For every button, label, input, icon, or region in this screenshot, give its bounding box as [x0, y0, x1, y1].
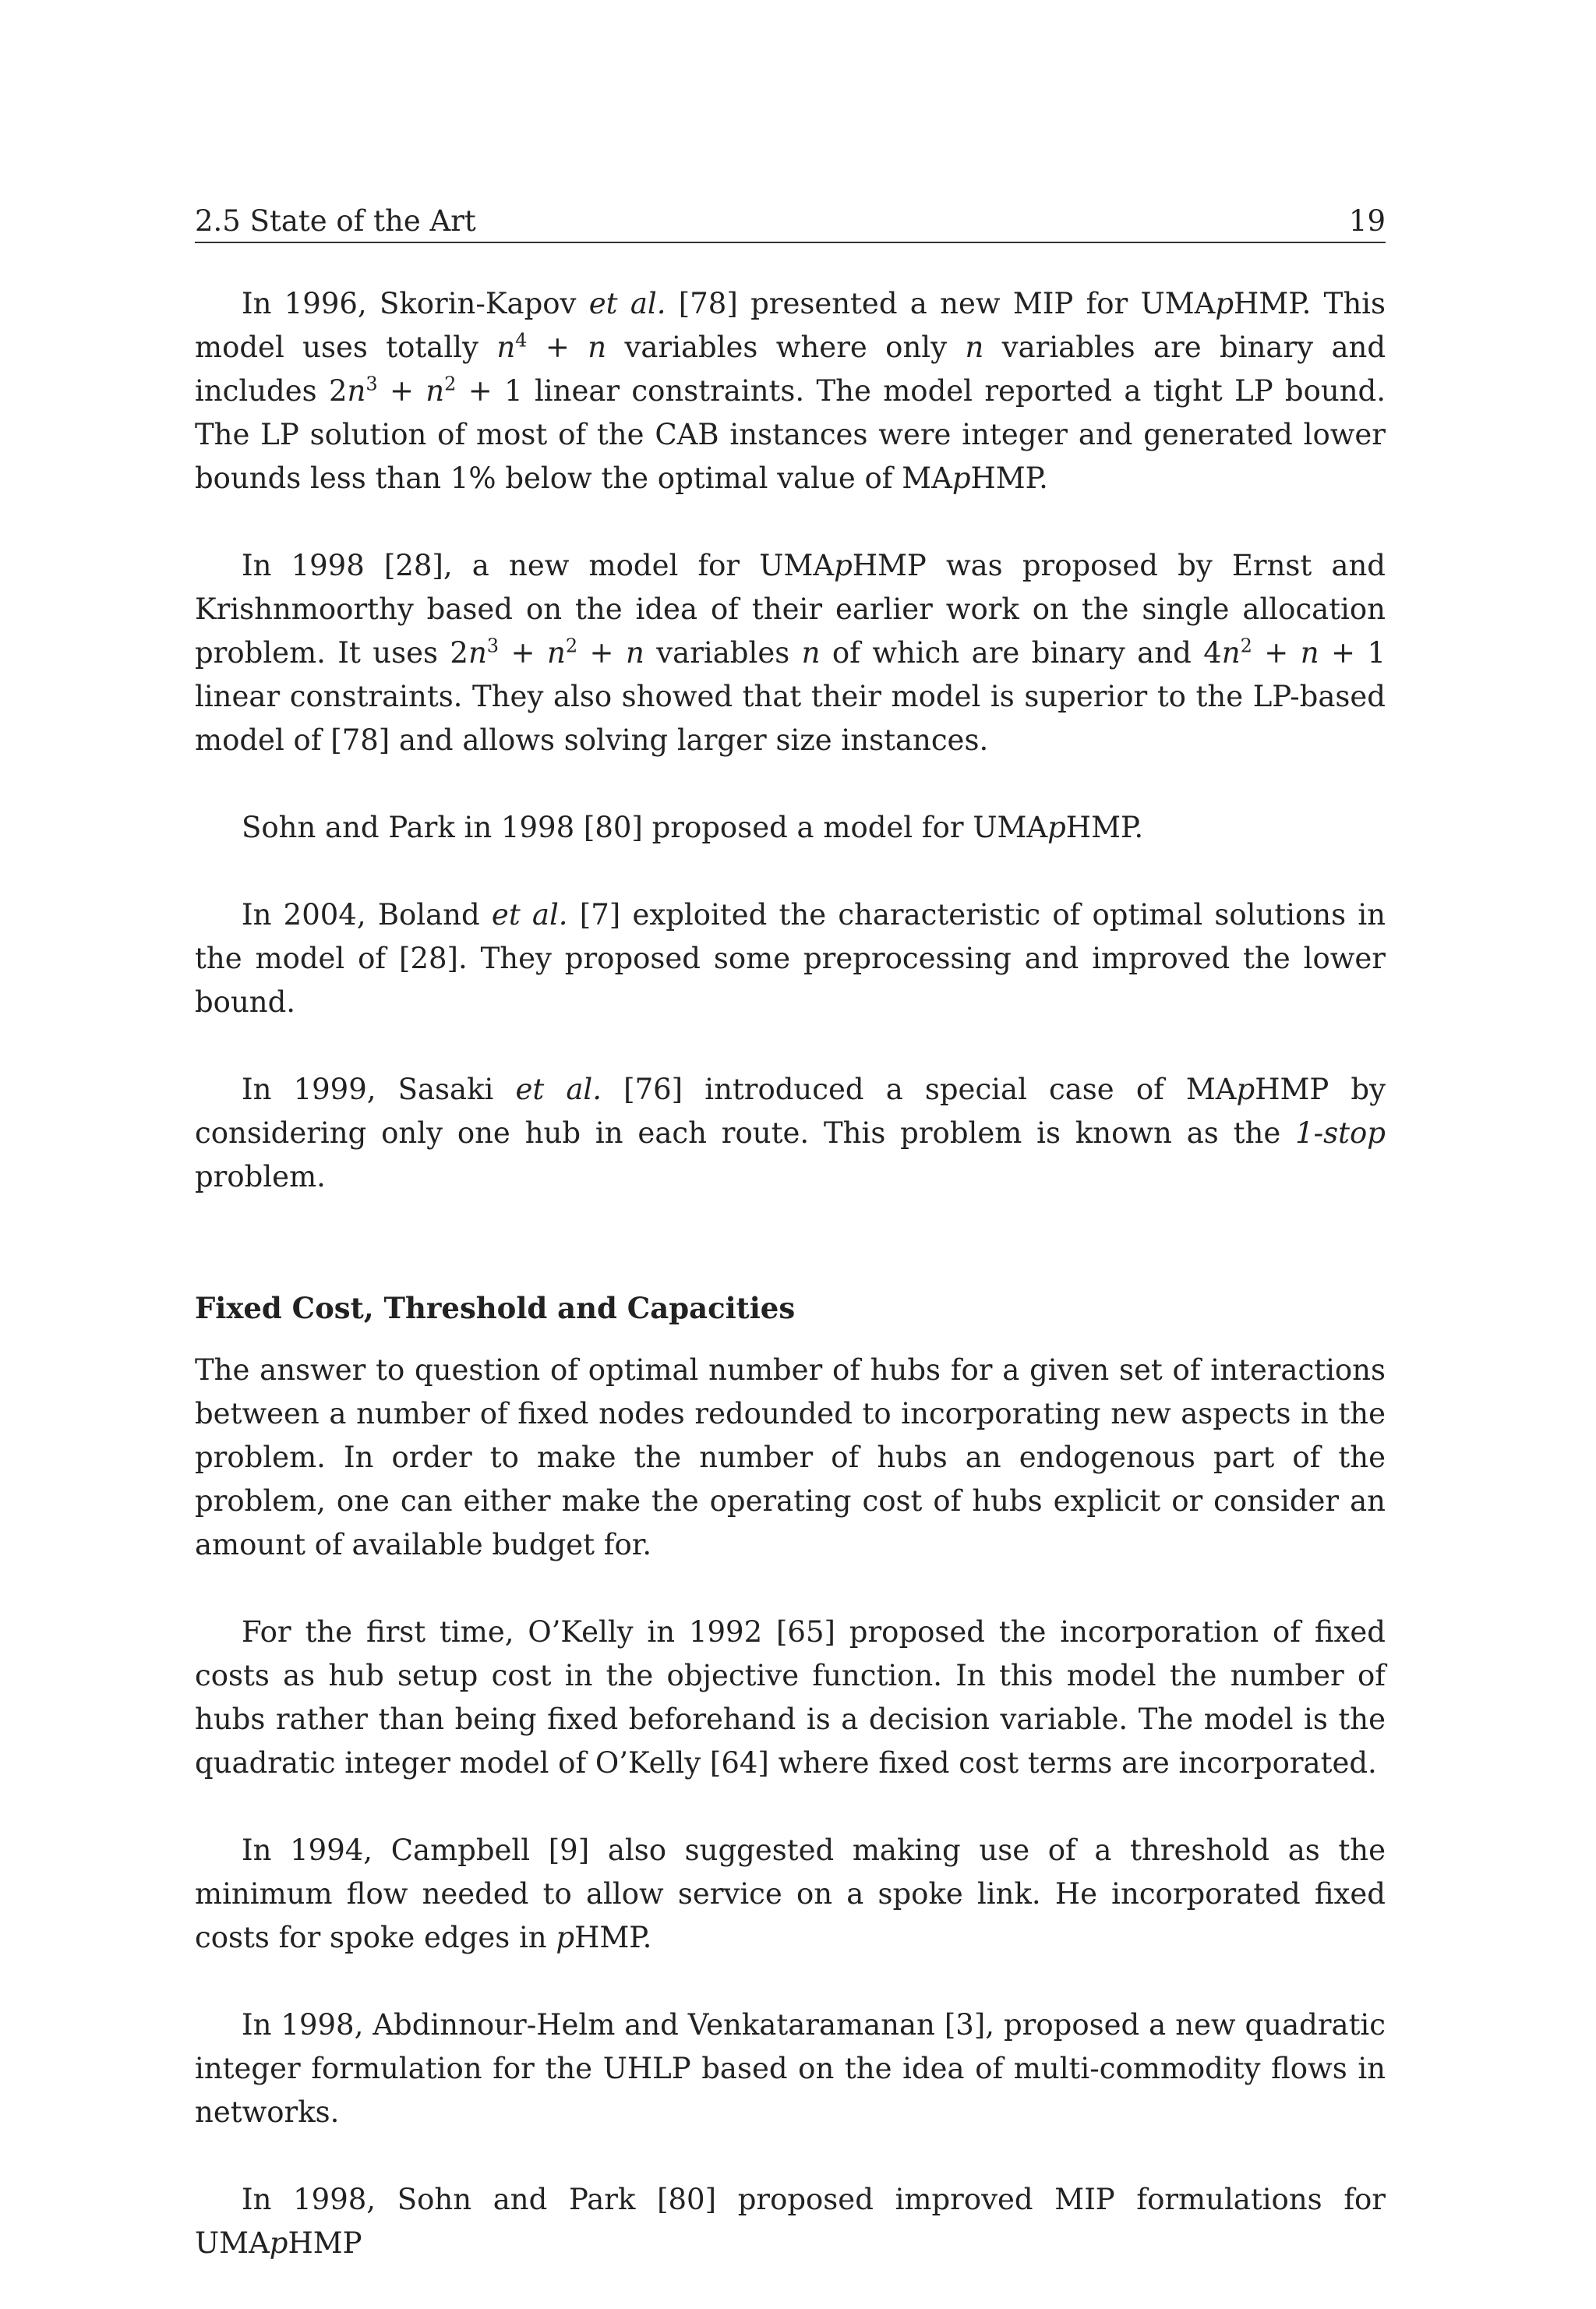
paragraph-ernst-krishnmoorthy: In 1998 [28], a new model for UMApHMP was proposed by Ernst and Krishnmoorthy based on the idea of their earlier work on the single allocation problem. It uses $2n^3 + n^2 + n$ variables n of which are binary and $4n^2 + n + 1$ linear constraints. They also showed that their model is superior to the LP-based model of [78] and allows solving larger size instances. [195, 549, 1386, 757]
section-title: 2.5 State of the Art [195, 204, 476, 238]
paragraph-boland: In 2004, Boland et al. [7] exploited the characteristic of optimal solutions in the model of [28]. They proposed some preprocessing and improved the lower bound. [195, 898, 1386, 1019]
paragraph-skorin-kapov: In 1996, Skorin-Kapov et al. [78] presented a new MIP for UMApHMP. This model uses totally $n^4 + n$ variables where only n variables are binary and includes $2n^3 + n^2 + 1$ linear constraints. The model reported a tight LP bound. The LP solution of most of the CAB instances were integer and generated lower bounds less than 1% below the optimal value of MApHMP. [195, 287, 1386, 495]
paragraph-sohn-park-1998: Sohn and Park in 1998 [80] proposed a model for UMApHMP. [242, 811, 1144, 844]
paragraph-okelly: For the first time, O’Kelly in 1992 [65] proposed the incorporation of fixed costs as hub setup cost in the objective function. In this model the number of hubs rather than being fixed beforehand is a decision variable. The model is the quadratic integer model of O’Kelly [64] where fixed cost terms are incorporated. [195, 1615, 1386, 1780]
page [195, 204, 1386, 2309]
paragraph-optimal-hubs: The answer to question of optimal number of hubs for a given set of interactions between a number of fixed nodes redounded to incorporating new aspects in the problem. In order to make the number of hubs an endogenous part of the problem, one can either make the operating cost of hubs explicit or consider an amount of available budget for. [195, 1353, 1386, 1561]
running-header [195, 204, 1386, 243]
paragraph-campbell: In 1994, Campbell [9] also suggested making use of a threshold as the minimum flow needed to allow service on a spoke link. He incorporated fixed costs for spoke edges in pHMP. [195, 1833, 1386, 1954]
paragraph-sohn-park-mip: In 1998, Sohn and Park [80] proposed improved MIP formulations for UMApHMP [195, 2183, 1386, 2260]
subsection-title: Fixed Cost, Threshold and Capacities [195, 1291, 796, 1325]
paragraph-sasaki: In 1999, Sasaki et al. [76] introduced a special case of MApHMP by considering only one hub in each route. This problem is known as the 1-stop problem. [195, 1073, 1386, 1193]
paragraph-abdinnour-helm: In 1998, Abdinnour-Helm and Venkataramanan [3], proposed a new quadratic integer formulation for the UHLP based on the idea of multi-commodity flows in networks. [195, 2008, 1386, 2129]
page-number: 19 [1348, 204, 1386, 238]
body-text [195, 282, 1386, 2265]
